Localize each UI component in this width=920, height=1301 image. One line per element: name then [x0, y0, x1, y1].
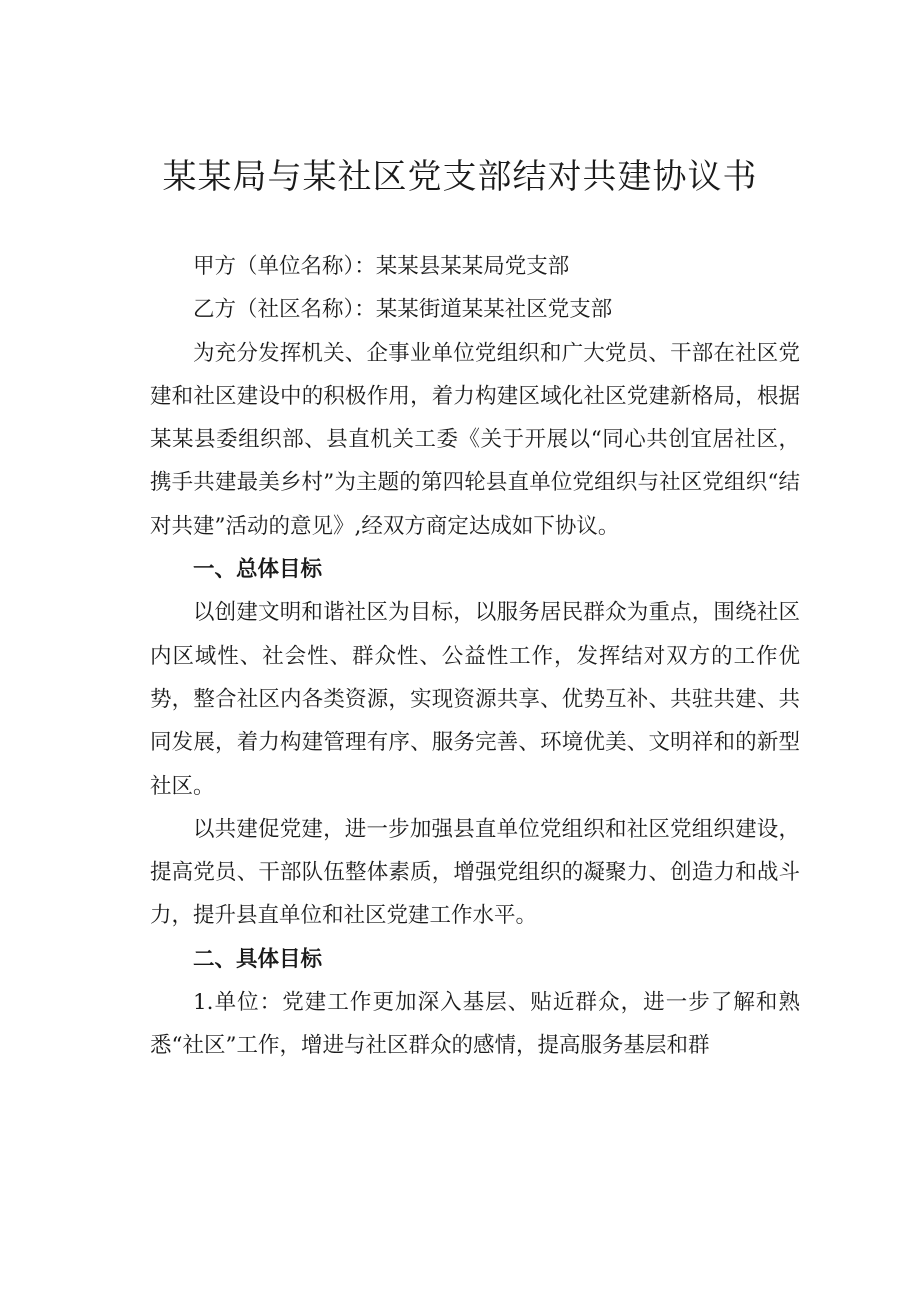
- overall-goals-paragraph-1: 以创建文明和谐社区为目标，以服务居民群众为重点，围绕社区内区域性、社会性、群众性、公益性工作，发挥结对双方的工作优势，整合社区内各类资源，实现资源共享、优势互补、共驻共建、共同发展，着力构建管理有序、服务完善、环境优美、文明祥和的新型社区。: [150, 600, 800, 799]
- party-a-line: 甲方（单位名称）：某某县某某局党支部: [193, 254, 570, 279]
- overall-goals-paragraph-2: 以共建促党建，进一步加强县直单位党组织和社区党组织建设，提高党员、干部队伍整体素质，增强党组织的凝聚力、创造力和战斗力，提升县直单位和社区党建工作水平。: [150, 816, 800, 929]
- section-heading-overall-goals: 一、总体目标: [193, 557, 323, 583]
- intro-paragraph: 为充分发挥机关、企事业单位党组织和广大党员、干部在社区党建和社区建设中的积极作用，着力构建区域化社区党建新格局，根据某某县委组织部、县直机关工委《关于开展以“同心共创宜居社区，携手共建最美乡村”为主题的第四轮县直单位党组织与社区党组织“结对共建”活动的意见》,经双方商定达成如下协议。: [150, 340, 800, 539]
- party-b-line: 乙方（社区名称）：某某街道某某社区党支部: [193, 297, 613, 323]
- section-heading-specific-goals: 二、具体目标: [193, 946, 323, 972]
- document-title: 某某局与某社区党支部结对共建协议书: [162, 157, 758, 197]
- specific-goals-item-1: 1.单位：党建工作更加深入基层、贴近群众，进一步了解和熟悉“社区”工作，增进与社区群众的感情，提高服务基层和群: [150, 990, 800, 1059]
- document-body: [150, 245, 800, 1068]
